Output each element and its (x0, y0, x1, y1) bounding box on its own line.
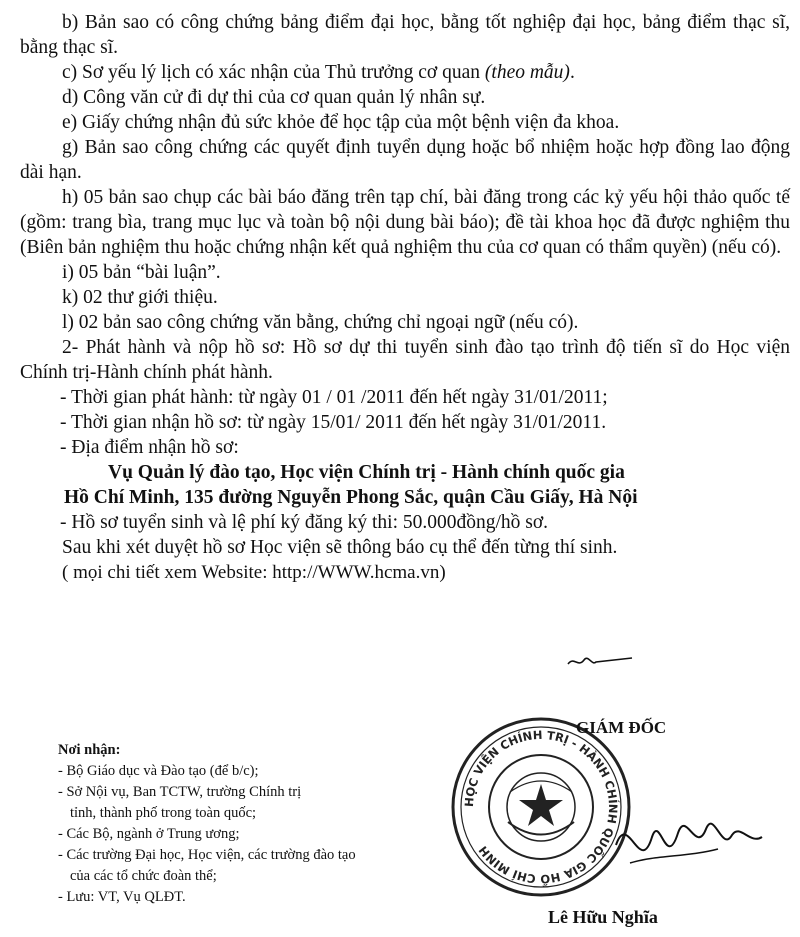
recipient-line: tỉnh, thành phố trong toàn quốc; (70, 805, 257, 821)
issue-time: - Thời gian phát hành: từ ngày 01 / 01 /2011 đến hết ngày 31/01/2011; (60, 387, 608, 408)
location-label: - Địa điểm nhận hồ sơ: (60, 437, 239, 458)
item-k: k) 02 thư giới thiệu. (62, 287, 218, 308)
signer-name: Lê Hữu Nghĩa (548, 907, 658, 927)
recipient-line: của các tổ chức đoàn thể; (70, 868, 217, 884)
recipient-line: - Các trường Đại học, Học viện, các trường đào tạo (58, 847, 356, 863)
address-line-1: Vụ Quản lý đào tạo, Học viện Chính trị - Hành chính quốc gia (108, 462, 625, 483)
handwritten-mark (566, 642, 636, 672)
item-g: g) Bản sao công chứng các quyết định tuyển dụng hoặc bổ nhiệm hoặc hợp đồng lao động dài hạn. (20, 137, 790, 183)
handwritten-signature (606, 785, 771, 885)
item-i: i) 05 bản “bài luận”. (62, 262, 221, 283)
recipient-line: - Bộ Giáo dục và Đào tạo (để b/c); (58, 763, 259, 779)
section-2: 2- Phát hành và nộp hồ sơ: Hồ sơ dự thi tuyển sinh đào tạo trình độ tiến sĩ do Học viện Chính trị-Hành chính phát hành. (20, 337, 790, 383)
address-line-2: Hồ Chí Minh, 135 đường Nguyễn Phong Sắc, quận Cầu Giấy, Hà Nội (64, 487, 638, 508)
item-h: h) 05 bản sao chụp các bài báo đăng trên tạp chí, bài đăng trong các kỷ yếu hội thảo quốc tế (gồm: trang bìa, trang mục lục và toàn bộ nội dung bài báo); đề tài khoa học đã được nghiệm thu (Biên bản nghiệm thu hoặc chứng nhận kết quả nghiệm thu của cơ quan có thẩm quyền) (nếu có). (20, 187, 790, 258)
item-c-note: (theo mẫu) (484, 62, 570, 83)
director-title: GIÁM ĐỐC (576, 718, 667, 737)
receive-time: - Thời gian nhận hồ sơ: từ ngày 15/01/ 2011 đến hết ngày 31/01/2011. (60, 412, 607, 433)
recipient-line: - Lưu: VT, Vụ QLĐT. (58, 889, 186, 905)
item-d: d) Công văn cử đi dự thi của cơ quan quản lý nhân sự. (62, 87, 486, 108)
recipients-title: Nơi nhận: (58, 742, 121, 758)
svg-text:HỌC VIỆN CHÍNH TRỊ - HÀNH CHÍN: HỌC VIỆN CHÍNH TRỊ - HÀNH CHÍNH QUỐC GIA HỒ CHÍ MINH (461, 727, 621, 887)
item-c: c) Sơ yếu lý lịch có xác nhận của Thủ trưởng cơ quan (theo mẫu). (62, 62, 575, 83)
recipients-block (58, 740, 458, 908)
item-l: l) 02 bản sao công chứng văn bằng, chứng chỉ ngoại ngữ (nếu có). (62, 312, 579, 333)
item-b: b) Bản sao có công chứng bảng điểm đại học, bằng tốt nghiệp đại học, bảng điểm thạc sĩ, bằng thạc sĩ. (20, 12, 790, 58)
fee-line: - Hồ sơ tuyển sinh và lệ phí ký đăng ký thi: 50.000đồng/hồ sơ. (60, 512, 549, 533)
recipient-line: - Các Bộ, ngành ở Trung ương; (58, 826, 240, 842)
recipient-line: - Sở Nội vụ, Ban TCTW, trường Chính trị (58, 784, 302, 800)
website-note: ( mọi chi tiết xem Website: http://WWW.hcma.vn) (62, 562, 446, 583)
item-c-text: c) Sơ yếu lý lịch có xác nhận của Thủ trưởng cơ quan (62, 62, 481, 83)
after-review: Sau khi xét duyệt hồ sơ Học viện sẽ thông báo cụ thể đến từng thí sinh. (62, 537, 618, 558)
document-body (20, 10, 790, 585)
item-e: e) Giấy chứng nhận đủ sức khỏe để học tập của một bệnh viện đa khoa. (62, 112, 620, 133)
